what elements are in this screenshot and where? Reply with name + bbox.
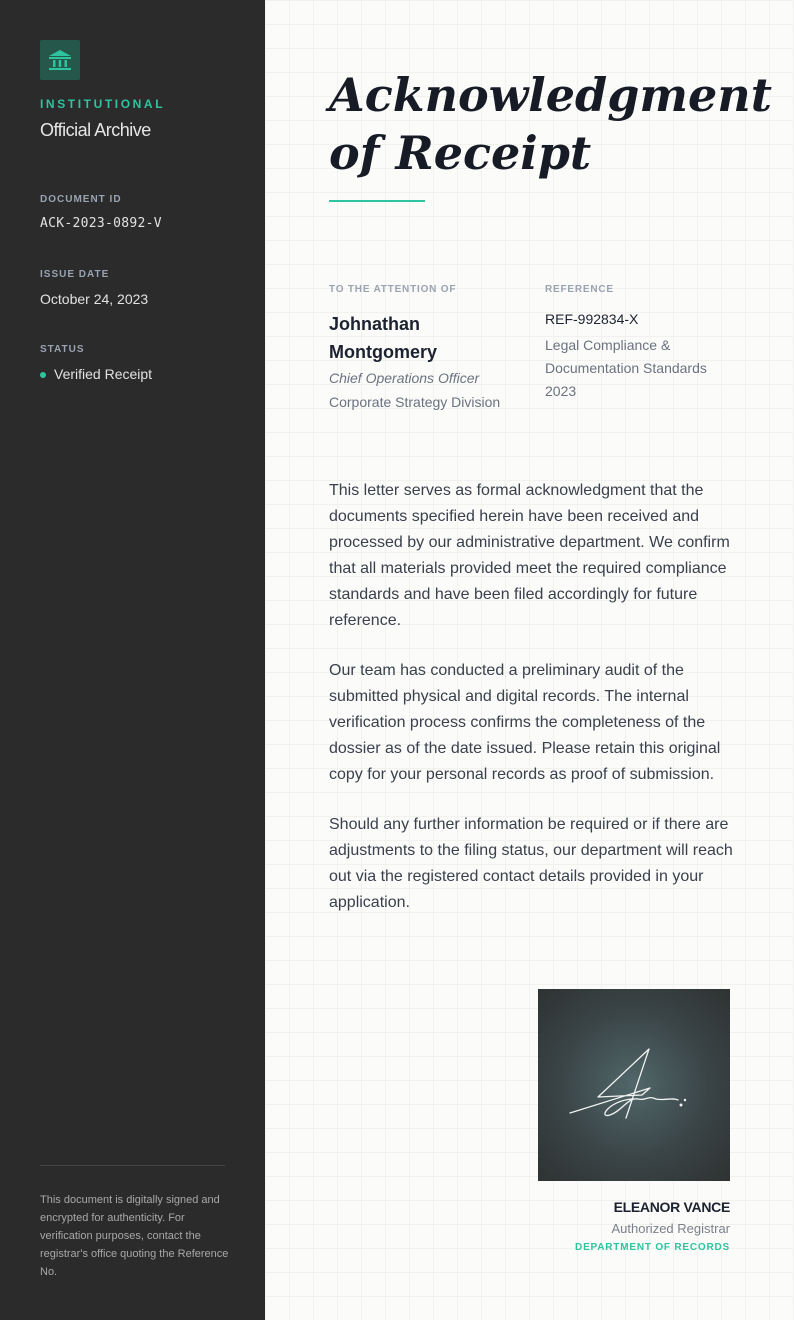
issue-date: October 24, 2023 <box>40 291 149 307</box>
paragraph: This letter serves as formal acknowledgment that the documents specified herein have been received and processed by our administrative department. We confirm that all materials provided meet the required compliance standards and have been filed accordingly for future reference. <box>329 482 730 629</box>
bank-building-icon <box>40 40 80 80</box>
attention-label: TO THE ATTENTION OF <box>329 284 457 295</box>
status-dot-icon <box>40 372 46 378</box>
signer-name: ELEANOR VANCE <box>613 1199 730 1215</box>
issue-date-label: ISSUE DATE <box>40 269 110 280</box>
recipient-name: Johnathan Montgomery <box>329 314 437 362</box>
paragraph: Should any further information be required or if there are adjustments to the filing status, our department will reach out via the registered contact details provided in your application. <box>329 816 733 911</box>
reference-number: REF-992834-X <box>545 311 639 327</box>
signature-image <box>538 989 730 1181</box>
archive-title: Official Archive <box>40 120 151 140</box>
status-label: STATUS <box>40 344 85 355</box>
signer-department: DEPARTMENT OF RECORDS <box>575 1242 730 1253</box>
recipient-division: Corporate Strategy Division <box>329 394 501 410</box>
recipient-role: Chief Operations Officer <box>329 370 480 386</box>
title-underline <box>329 200 425 202</box>
signer-role: Authorized Registrar <box>611 1221 730 1236</box>
divider <box>40 1165 225 1166</box>
letter-body <box>329 478 734 940</box>
document-id: ACK-2023-0892-V <box>40 216 162 231</box>
status-badge <box>40 366 152 382</box>
reference-label: REFERENCE <box>545 284 614 295</box>
reference-description: Legal Compliance & Documentation Standards 2023 <box>545 337 707 399</box>
footer-note: This document is digitally signed and encrypted for authenticity. For verification purposes, contact the registrar's office quoting the Reference No. <box>40 1194 229 1278</box>
status-text: Verified Receipt <box>54 366 153 382</box>
document-body <box>265 0 794 1320</box>
sidebar <box>0 0 265 1320</box>
brand-label: INSTITUTIONAL <box>40 97 166 111</box>
document-id-label: DOCUMENT ID <box>40 194 122 205</box>
paragraph: Our team has conducted a preliminary audit of the submitted physical and digital records. The internal verification process confirms the completeness of the dossier as of the date issued. Please retain this original copy for your personal records as proof of submission. <box>329 662 721 783</box>
page-title: Acknowledgment of Receipt <box>329 68 772 180</box>
